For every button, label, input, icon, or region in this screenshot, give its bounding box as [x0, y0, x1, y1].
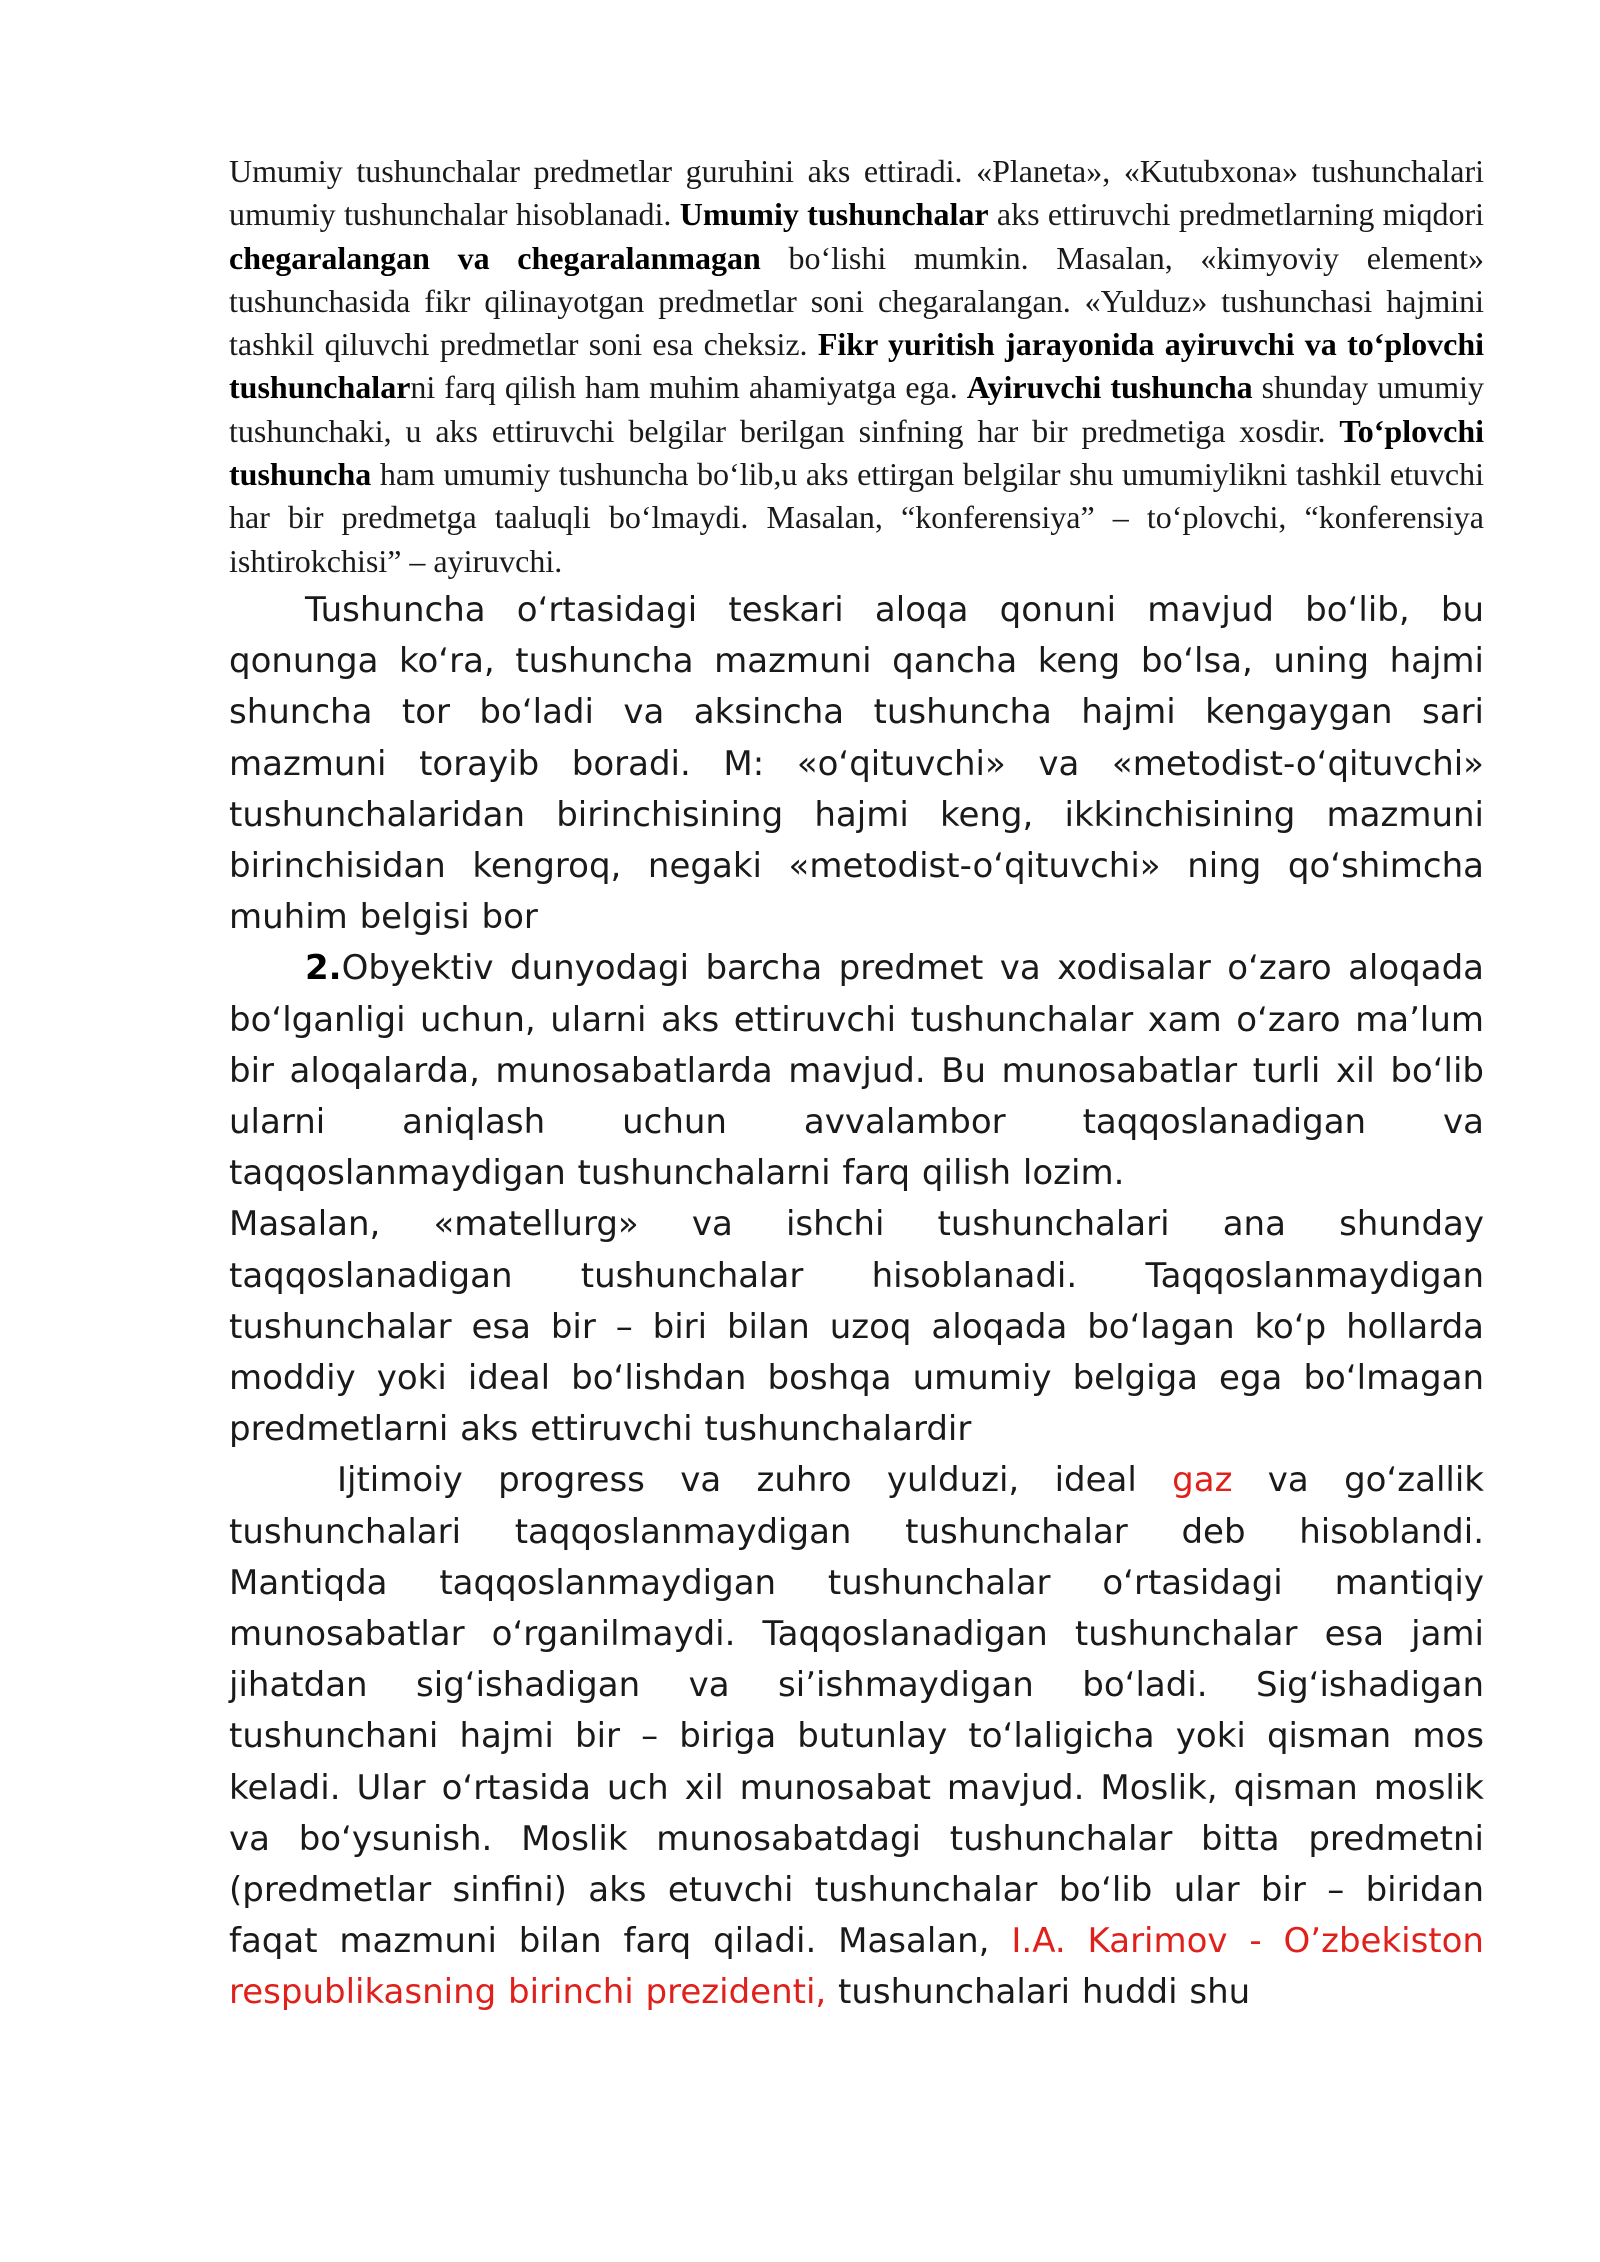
bold-term: Fikr yuritish jarayonida ayiruvchi va to‘plovchi tushunchalar	[229, 326, 1485, 406]
text-run: ham umumiy tushuncha bo‘lib,u aks ettirgan belgilar shu umumiylikni tashkil etuvchi har bir predmetga taaluqli bo‘lmaydi. Masalan, “konferensiya” – to‘plovchi, “konferensiya ishtirokchisi” – ayiruvchi.	[229, 456, 1484, 579]
bold-term: chegaralangan va chegaralanmagan	[229, 239, 761, 276]
paragraph-objective-world	[229, 943, 1484, 1199]
text-run: Umumiy tushunchalar predmetlar guruhini aks ettiradi. «Planeta», «Kutubxona» tushunchalari umumiy tushunchalar hisoblanadi.	[229, 153, 1484, 233]
text-run: va go‘zallik tushunchalari taqqoslanmaydigan tushunchalar deb hisoblandi. Mantiqda taqqoslanmaydigan tushunchalar o‘rtasidagi mantiqiy munosabatlar o‘rganilmaydi. Taqqoslanadigan tushunchalar esa jami jihatdan sig‘ishadigan va si’ishmaydigan bo‘ladi. Sig‘ishadigan tushunchani hajmi bir – biriga butunlay to‘laligicha yoki qisman mos keladi. Ular o‘rtasida uch xil munosabat mavjud. Moslik, qisman moslik va bo‘ysunish. Moslik munosabatdagi tushunchalar bitta predmetni (predmetlar sinfini) aks etuvchi tushunchalar bo‘lib ular bir – biridan faqat mazmuni bilan farq qiladi. Masalan,	[229, 1460, 1484, 1962]
paragraph-general-concepts	[229, 150, 1484, 583]
bold-term: Ayiruvchi tushuncha	[966, 369, 1253, 406]
text-run: aks ettiruvchi predmetlarning miqdori	[988, 196, 1485, 233]
paragraph-incomparable-concepts	[229, 1455, 1484, 2018]
bold-term: Umumiy tushunchalar	[679, 196, 989, 233]
highlighted-text: gaz	[1172, 1460, 1233, 1501]
text-run: ni farq qilish ham muhim ahamiyatga ega.	[410, 369, 967, 406]
list-number: 2.	[305, 948, 342, 989]
highlighted-text: I.A. Karimov - O’zbekiston respublikasning birinchi prezidenti,	[229, 1921, 1484, 2013]
bold-term: To‘plovchi tushuncha	[229, 412, 1484, 493]
text-run: Obyektiv dunyodagi barcha predmet va xodisalar o‘zaro aloqada bo‘lganligi uchun, ularni aks ettiruvchi tushunchalar xam o‘zaro ma’lum bir aloqalarda, munosabatlarda mavjud. Bu munosabatlar turli xil bo‘lib ularni aniqlash uchun avvalambor taqqoslanadigan va taqqoslanmaydigan tushunchalarni farq qilish lozim.	[229, 948, 1484, 1194]
text-run: shunday umumiy tushunchaki, u aks ettiruvchi belgilar berilgan sinfning har bir predmetiga xosdir.	[229, 369, 1485, 449]
text-run: bo‘lishi mumkin. Masalan, «kimyoviy element» tushunchasida fikr qilinayotgan predmetlar soni chegaralangan. «Yulduz» tushunchasi hajmini tashkil qiluvchi predmetlar soni esa cheksiz.	[229, 239, 1485, 363]
text-run: Ijtimoiy progress va zuhro yulduzi, ideal	[337, 1460, 1173, 1501]
paragraph-inverse-relation-law: Tushuncha o‘rtasidagi teskari aloqa qonuni mavjud bo‘lib, bu qonunga ko‘ra, tushuncha mazmuni qancha keng bo‘lsa, uning hajmi shuncha tor bo‘ladi va aksincha tushuncha hajmi kengaygan sari mazmuni torayib boradi. M: «o‘qituvchi» va «metodist-o‘qituvchi» tushunchalaridan birinchisining hajmi keng, ikkinchisining mazmuni birinchisidan kengroq, negaki «metodist-o‘qituvchi» ning qo‘shimcha muhim belgisi bor	[229, 589, 1484, 938]
document-page	[229, 150, 1484, 2019]
text-run: tushunchalari huddi shu	[826, 1972, 1251, 2013]
paragraph-comparable-concepts: Masalan, «matellurg» va ishchi tushunchalari ana shunday taqqoslanadigan tushunchalar hisoblanadi. Taqqoslanmaydigan tushunchalar esa bir – biri bilan uzoq aloqada bo‘lagan ko‘p hollarda moddiy yoki ideal bo‘lishdan boshqa umumiy belgiga ega bo‘lmagan predmetlarni aks ettiruvchi tushunchalardir	[229, 1204, 1484, 1450]
